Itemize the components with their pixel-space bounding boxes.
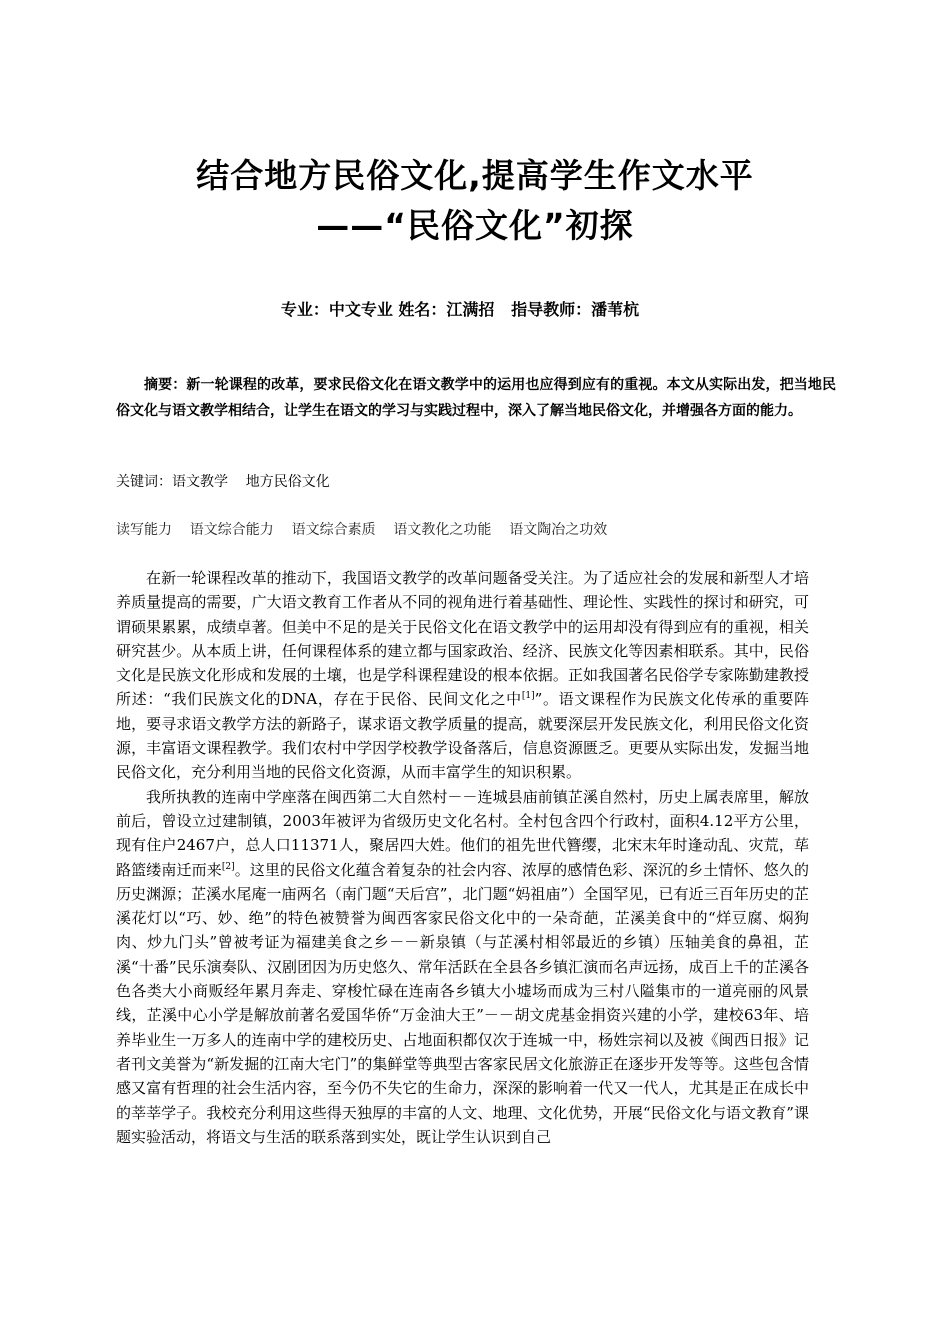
paragraph-2-text-b: 。这里的民俗文化蕴含着复杂的社会内容、浓厚的感情色彩、深沉的乡土情怀、悠久的历史渊源；芷溪水尾庵一庙两名（南门题“天后宫”，北门题“妈祖庙”）全国罕见，已有近三百年历史的芷溪花灯以“巧、妙、绝”的特色被赞誉为闽西客家民俗文化中的一朵奇葩，芷溪美食中的“烊豆腐、焖狗肉、炒九门头”曾被考证为福建美食之乡－－新泉镇（与芷溪村相邻最近的乡镇）压轴美食的鼻祖，芷溪“十番”民乐演奏队、汉剧团因为历史悠久、常年活跃在全县各乡镇汇演而名声远扬，成百上千的芷溪各色各类大小商贩经年累月奔走、穿梭忙碌在连南各乡镇大小墟场而成为三村八隘集市的一道亮丽的风景线，芷溪中心小学是解放前著名爱国华侨“万金油大王”－－胡文虎基金捐资兴建的小学，建校63年、培养毕业生一万多人的连南中学的建校历史、占地面积都仅次于连城一中，杨姓宗祠以及被《闽西日报》记者刊文美誉为“新发掘的江南大宅门”的集鲜堂等典型古客家民居文化旅游正在逐步开发等等。这些包含情感又富有哲理的社会生活内容，至今仍不失它的生命力，深深的影响着一代又一代人，尤其是正在成长中的莘莘学子。我校充分利用这些得天独厚的丰富的人文、地理、文化优势，开展“民俗文化与语文教育”课题实验活动，将语文与生活的联系落到实处，既让学生认识到自己 — [116, 860, 809, 1146]
abstract: 摘要：新一轮课程的改革，要求民俗文化在语文教学中的运用也应得到应有的重视。本文从实际出发，把当地民俗文化与语文教学相结合，让学生在语文的学习与实践过程中，深入了解当地民俗文化，并增强各方面的能力。 — [116, 377, 836, 419]
title-main: 结合地方民俗文化,提高学生作文水平 — [196, 156, 754, 195]
paragraph-2 — [116, 785, 809, 1149]
paragraph-1-text-b: ”。语文课程作为民族文化传承的重要阵地，要寻求语文教学方法的新路子，谋求语文教学质量的提高，就要深层开发民族文化，利用民俗文化资源，丰富语文课程教学。我们农村中学因学校教学设备落后，信息资源匮乏。更要从实际出发，发掘当地民俗文化，充分利用当地的民俗文化资源，从而丰富学生的知识积累。 — [116, 690, 810, 782]
keywords-line — [116, 470, 836, 494]
body-text — [116, 566, 809, 1149]
paragraph-1 — [116, 566, 809, 785]
paragraph-2-text-a: 我所执教的连南中学座落在闽西第二大自然村－－连城县庙前镇芷溪自然村，历史上属表席里，解放前后，曾设立过建制镇，2003年被评为省级历史文化名村。全村包含四个行政村，面积4.12平方公里，现有住户2467户，总人口11371人，聚居四大姓。他们的祖先世代簪缨，北宋末年时逢动乱、灾荒，荜路篮缕南迁而来 — [116, 787, 809, 879]
citation-1: [1] — [521, 691, 535, 702]
paragraph-1-text-a: 在新一轮课程改革的推动下，我国语文教学的改革问题备受关注。为了适应社会的发展和新型人才培养质量提高的需要，广大语文教育工作者从不同的视角进行着基础性、理论性、实践性的探讨和研究，可谓硕果累累，成绩卓著。但美中不足的是关于民俗文化在语文教学中的运用却没有得到应有的重视，相关研究甚少。从本质上讲，任何课程体系的建立都与国家政治、经济、民族文化等因素相联系。其中，民俗文化是民族文化形成和发展的土壤，也是学科课程建设的根本依据。正如我国著名民俗学专家陈勤建教授所述：“我们民族文化的DNA，存在于民俗、民间文化之中 — [116, 569, 809, 709]
keywords-list-2: 读写能力 语文综合能力 语文综合素质 语文教化之功能 语文陶冶之功效 — [116, 522, 608, 538]
keywords-list-1: 语文教学 地方民俗文化 — [172, 474, 330, 490]
title-subtitle: ——“民俗文化”初探 — [316, 206, 634, 245]
citation-2: [2] — [221, 861, 235, 872]
keywords-label: 关键词： — [116, 474, 172, 490]
author-info: 专业：中文专业 姓名：江满招 指导教师：潘苇杭 — [280, 300, 640, 319]
